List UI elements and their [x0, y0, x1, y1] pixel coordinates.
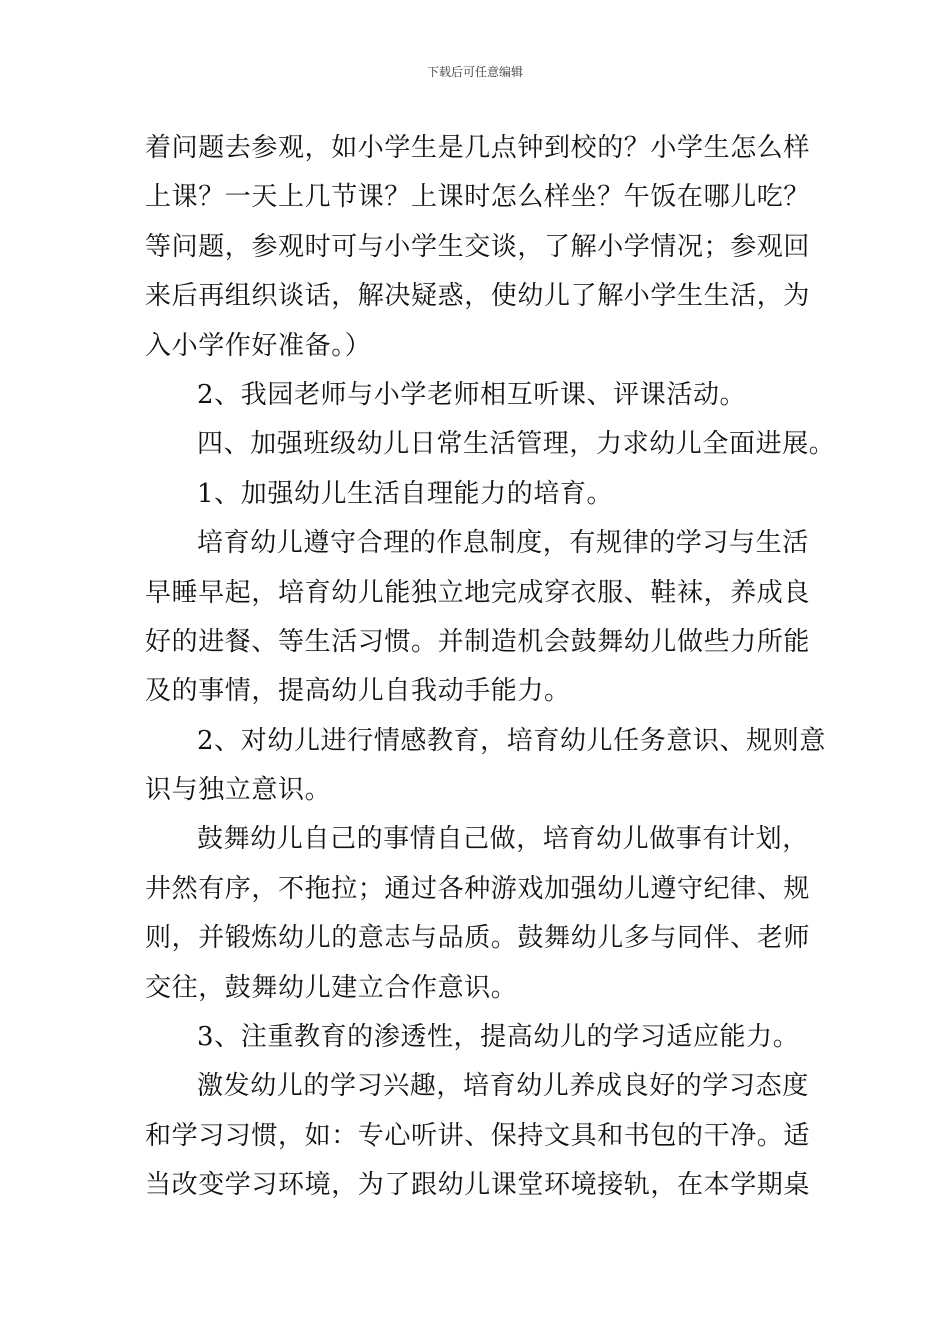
- text-line: 入小学作好准备。）: [145, 330, 372, 361]
- text-line: 交往，鼓舞幼儿建立合作意识。: [145, 972, 518, 1003]
- section-heading: 四、加强班级幼儿日常生活管理，力求幼儿全面进展。: [197, 429, 836, 460]
- text-line: 来后再组织谈话，解决疑惑，使幼儿了解小学生生活，为: [145, 281, 811, 312]
- subsection-heading: 1、加强幼儿生活自理能力的培育。: [197, 478, 614, 509]
- text-line: 培育幼儿遵守合理的作息制度，有规律的学习与生活: [197, 528, 809, 559]
- subsection-heading: 3、注重教育的渗透性，提高幼儿的学习适应能力。: [197, 1022, 800, 1053]
- document-body: [145, 124, 836, 1211]
- text-line: 2、我园老师与小学老师相互听课、评课活动。: [197, 379, 747, 410]
- text-line: 井然有序，不拖拉；通过各种游戏加强幼儿遵守纪律、规: [145, 873, 811, 904]
- text-line: 着问题去参观，如小学生是几点钟到校的？小学生怎么样: [145, 133, 811, 163]
- subsection-heading: 2、对幼儿进行情感教育，培育幼儿任务意识、规则意: [197, 725, 826, 756]
- text-line: 等问题，参观时可与小学生交谈，了解小学情况；参观回: [145, 231, 811, 262]
- text-line: 则，并锻炼幼儿的意志与品质。鼓舞幼儿多与同伴、老师: [145, 923, 811, 954]
- text-line: 激发幼儿的学习兴趣，培育幼儿养成良好的学习态度: [197, 1071, 809, 1102]
- text-line: 好的进餐、等生活习惯。并制造机会鼓舞幼儿做些力所能: [145, 626, 811, 657]
- text-line: 早睡早起，培育幼儿能独立地完成穿衣服、鞋袜，养成良: [145, 577, 811, 608]
- text-line: 识与独立意识。: [145, 775, 332, 806]
- text-line: 及的事情，提高幼儿自我动手能力。: [145, 676, 571, 707]
- text-line: 和学习习惯，如：专心听讲、保持文具和书包的干净。适: [145, 1120, 811, 1151]
- text-line: 鼓舞幼儿自己的事情自己做，培育幼儿做事有计划，: [197, 824, 809, 855]
- text-line: 当改变学习环境，为了跟幼儿课堂环境接轨，在本学期桌: [145, 1170, 811, 1201]
- page-header: 下载后可任意编辑: [426, 65, 523, 79]
- text-line: 上课？一天上几节课？上课时怎么样坐？午饭在哪儿吃？: [145, 182, 811, 213]
